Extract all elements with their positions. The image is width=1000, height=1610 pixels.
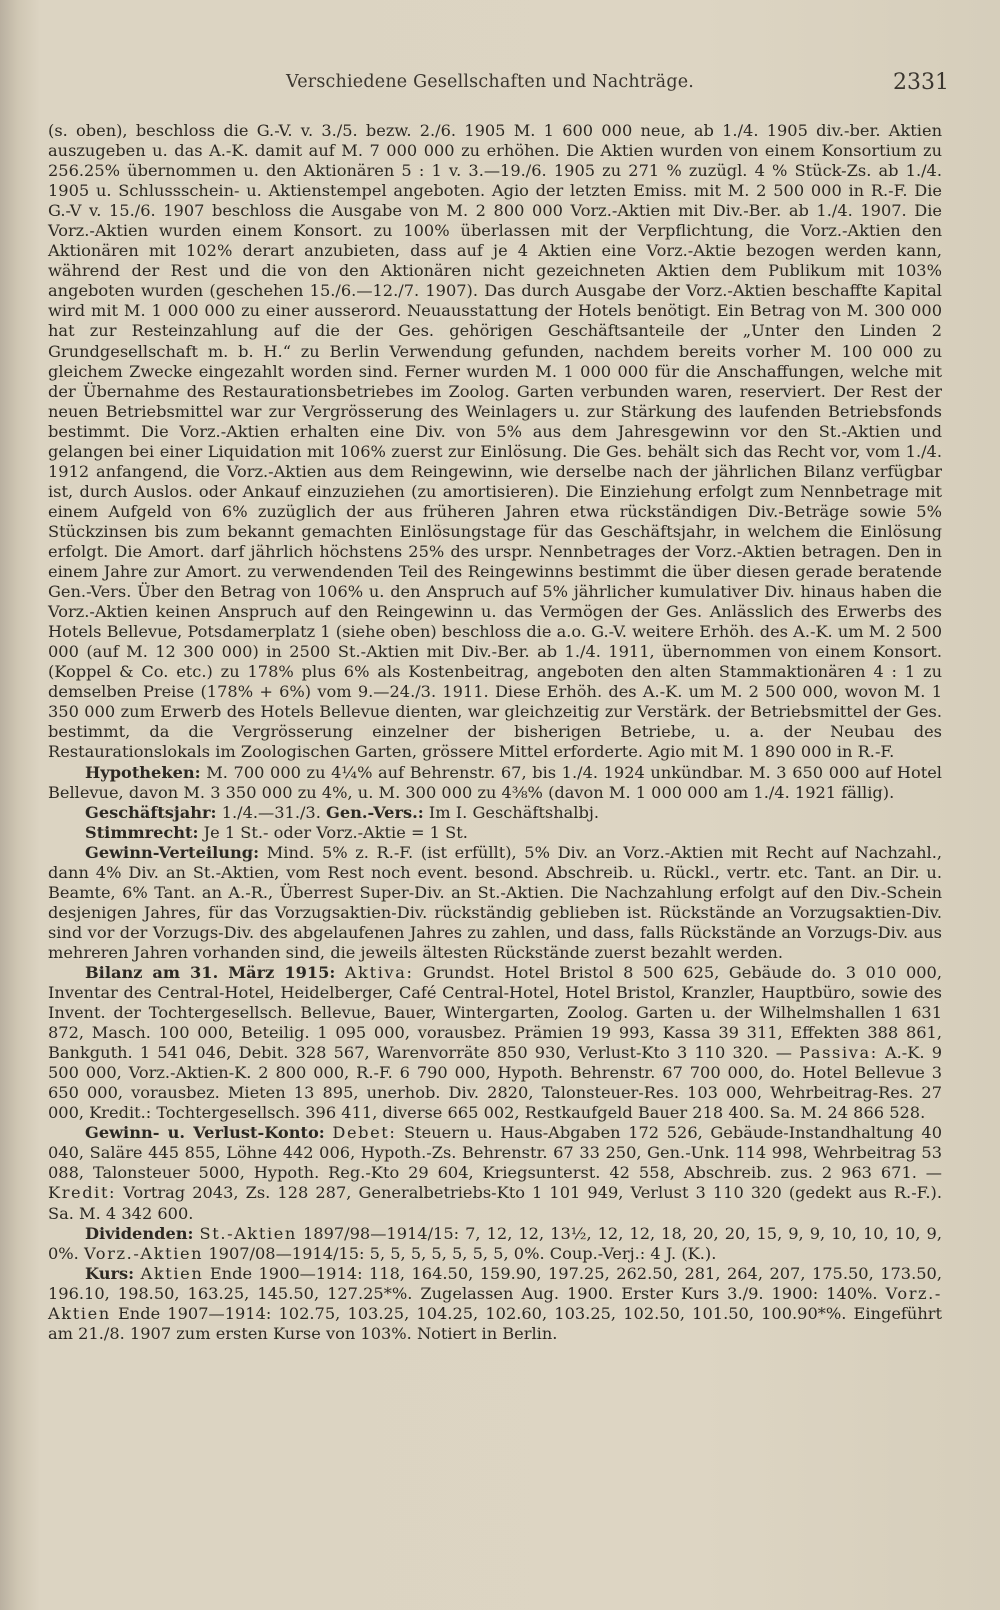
- gewinn-verlust-debet-label: Debet:: [332, 1123, 397, 1143]
- gewinn-verlust-debet-text: Steuern u. Haus-Abgaben 172 526, Gebäude-Instandhaltung 40 040, Saläre 445 855, Löhne 442 006, Hypoth.-Zs. Behrenstr. 67 33 250, Gen.-Unk. 114 998, Wehrbeitrag 53 088, Talonsteuer 5000, Hypoth. Reg.-Kto 29 604, Kriegsunterst. 42 558, Abschreib. zus. 2 963 671. —: [48, 1123, 942, 1183]
- stimmrecht-text: Je 1 St.- oder Vorz.-Aktie = 1 St.: [203, 822, 468, 842]
- gen-vers-text: Im I. Geschäftshalbj.: [428, 802, 600, 822]
- dividenden-st-label: St.-Aktien: [199, 1223, 297, 1243]
- bilanz-passiva-label: Passiva:: [799, 1043, 878, 1063]
- dividenden-vz-text: 1907/08—1914/15: 5, 5, 5, 5, 5, 5, 5, 0%. Coup.-Verj.: 4 J. (K.).: [208, 1243, 717, 1263]
- geschaeftsjahr-label: Geschäftsjahr:: [85, 802, 217, 822]
- page-header: [0, 68, 1000, 108]
- paragraph-gewinn-verlust: [48, 1123, 942, 1223]
- paragraph-kurs: [48, 1264, 942, 1344]
- kurs-aktien-text: Ende 1900—1914: 118, 164.50, 159.90, 197.25, 262.50, 281, 264, 207, 175.50, 173.50, 196.10, 198.50, 163.25, 145.50, 127.25*%. Zugelassen Aug. 1900. Erster Kurs 3./9. 1900: 140%.: [48, 1263, 942, 1303]
- kurs-vz-label: Vorz.-Aktien: [48, 1283, 942, 1323]
- paragraph-dividenden: [48, 1224, 942, 1264]
- hypotheken-text: M. 700 000 zu 4¼% auf Behrenstr. 67, bis 1./4. 1924 unkündbar. M. 3 650 000 auf Hotel Bellevue, davon M. 3 350 000 zu 4%, u. M. 300 000 zu 4⅜% (davon M. 1 000 000 am 1./4. 1921 fällig).: [48, 762, 942, 802]
- paragraph-capital-history: (s. oben), beschloss die G.-V. v. 3./5. bezw. 2./6. 1905 M. 1 600 000 neue, ab 1./4. 1905 div.-ber. Aktien auszugeben u. das A.-K. damit auf M. 7 000 000 zu erhöhen. Die Aktien wurden von einem Konsortium zu 256.25% übernommen u. den Aktionären 5 : 1 v. 3.—19./6. 1905 zu 271 % zuzügl. 4 % Stück-Zs. ab 1./4. 1905 u. Schlussschein- u. Aktienstempel angeboten. Agio der letzten Emiss. mit M. 2 500 000 in R.-F. Die G.-V v. 15./6. 1907 beschloss die Ausgabe von M. 2 800 000 Vorz.-Aktien mit Div.-Ber. ab 1./4. 1907. Die Vorz.-Aktien wurden einem Konsort. zu 100% überlassen mit der Verpflichtung, die Vorz.-Aktien den Aktionären mit 102% derart anzubieten, dass auf je 4 Aktien eine Vorz.-Aktie bezogen werden kann, während der Rest und die von den Aktionären nicht gezeichneten Aktien dem Publikum mit 103% angeboten wurden (geschehen 15./6.—12./7. 1907). Das durch Ausgabe der Vorz.-Aktien beschaffte Kapital wird mit M. 1 000 000 zu einer ausserord. Neuausstattung der Hotels benötigt. Ein Betrag von M. 300 000 hat zur Resteinzahlung auf die der Ges. gehörigen Geschäftsanteile der „Unter den Linden 2 Grundgesellschaft m. b. H.“ zu Berlin Verwendung gefunden, nachdem bereits vorher M. 100 000 zu gleichem Zwecke eingezahlt worden sind. Ferner wurden M. 1 000 000 für die Anschaffungen, welche mit der Übernahme des Restaurationsbetriebes im Zoolog. Garten verbunden waren, reserviert. Der Rest der neuen Betriebsmittel war zur Vergrösserung des Weinlagers u. zur Stärkung des laufenden Betriebsfonds bestimmt. Die Vorz.-Aktien erhalten eine Div. von 5% aus dem Jahresgewinn vor den St.-Aktien und gelangen bei einer Liquidation mit 106% zuerst zur Einlösung. Die Ges. behält sich das Recht vor, vom 1./4. 1912 anfangend, die Vorz.-Aktien aus dem Reingewinn, wie derselbe nach der jährlichen Bilanz verfügbar ist, durch Auslos. oder Ankauf einzuziehen (zu amortisieren). Die Einziehung erfolgt zum Nennbetrage mit einem Aufgeld von 6% zuzüglich der aus früheren Jahren etwa rückständigen Div.-Beträge sowie 5% Stückzinsen bis zum bekannt gemachten Einlösungstage für das Geschäftsjahr, in welchem die Einlösung erfolgt. Die Amort. darf jährlich höchstens 25% des urspr. Nennbetrages der Vorz.-Aktien betragen. Den in einem Jahre zur Amort. zu verwendenden Teil des Reingewinns bestimmt die über diesen gerade beratende Gen.-Vers. Über den Betrag von 106% u. den Anspruch auf 5% jährlicher kumulativer Div. hinaus haben die Vorz.-Aktien keinen Anspruch auf den Reingewinn u. das Vermögen der Ges. Anlässlich des Erwerbs des Hotels Bellevue, Potsdamerplatz 1 (siehe oben) beschloss die a.o. G.-V. weitere Erhöh. des A.-K. um M. 2 500 000 (auf M. 12 300 000) in 2500 St.-Aktien mit Div.-Ber. ab 1./4. 1911, übernommen von einem Konsort. (Koppel & Co. etc.) zu 178% plus 6% als Kostenbeitrag, angeboten den alten Stammaktionären 4 : 1 zu demselben Preise (178% + 6%) vom 9.—24./3. 1911. Diese Erhöh. des A.-K. um M. 2 500 000, wovon M. 1 350 000 zum Erwerb des Hotels Bellevue dienten, war gleichzeitig zur Verstärk. der Betriebsmittel der Ges. bestimmt, da die Vergrösserung einzelner der bisherigen Betriebe, u. a. der Neubau des Restaurationslokals im Zoologischen Garten, grössere Mittel erforderte. Agio mit M. 1 890 000 in R.-F.: [48, 121, 942, 762]
- hypotheken-label: Hypotheken:: [85, 762, 201, 782]
- bilanz-aktiva-label: Aktiva:: [344, 962, 414, 982]
- bilanz-passiva-text: A.-K. 9 500 000, Vorz.-Aktien-K. 2 800 000, R.-F. 6 790 000, Hypoth. Behrenstr. 67 700 000, do. Hotel Bellevue 3 650 000, vorausbez. Mieten 13 895, unerhob. Div. 2820, Talonsteuer-Res. 103 000, Wehrbeitrag-Res. 27 000, Kredit.: Tochtergesellsch. 396 411, diverse 665 002, Restkaufgeld Bauer 218 400. Sa. M. 24 866 528.: [48, 1043, 942, 1123]
- paragraph-bilanz: [48, 963, 942, 1123]
- kurs-aktien-label: Aktien: [140, 1263, 204, 1283]
- gen-vers-label: Gen.-Vers.:: [326, 802, 424, 822]
- gewinn-verlust-kredit-label: Kredit:: [48, 1183, 117, 1203]
- dividenden-label: Dividenden:: [85, 1223, 194, 1243]
- paragraph-stimmrecht: [48, 823, 942, 843]
- kurs-vz-text: Ende 1907—1914: 102.75, 103.25, 104.25, 102.60, 103.25, 102.50, 101.50, 100.90*%. Eingeführt am 21./8. 1907 zum ersten Kurse von 103%. Notiert in Berlin.: [48, 1303, 942, 1343]
- stimmrecht-label: Stimmrecht:: [85, 822, 199, 842]
- gewinn-verteilung-text: Mind. 5% z. R.-F. (ist erfüllt), 5% Div. an Vorz.-Aktien mit Recht auf Nachzahl., dann 4% Div. an St.-Aktien, vom Rest noch event. besond. Abschreib. u. Rückl., vertr. etc. Tant. an Dir. u. Beamte, 6% Tant. an A.-R., Überrest Super-Div. an St.-Aktien. Die Nachzahlung erfolgt auf den Div.-Schein desjenigen Jahres, für das Vorzugsaktien-Div. rückständig geblieben ist. Rückstände an Vorzugsaktien-Div. sind vor der Vorzugs-Div. des abgelaufenen Jahres zu zahlen, und dass, falls Rückstände an Vorzugs-Div. aus mehreren Jahren vorhanden sind, die jeweils ältesten Rückstände zuerst bezahlt werden.: [48, 842, 942, 962]
- bilanz-aktiva-text: Grundst. Hotel Bristol 8 500 625, Gebäude do. 3 010 000, Inventar des Central-Hotel, Heidelberger, Café Central-Hotel, Hotel Bristol, Kranzler, Hauptbüro, sowie des Invent. der Tochtergesellsch. Bellevue, Bauer, Wintergarten, Zoolog. Garten u. der Wilhelmshallen 1 631 872, Masch. 100 000, Beteilig. 1 095 000, vorausbez. Prämien 19 993, Kassa 39 311, Effekten 388 861, Bankguth. 1 541 046, Debit. 328 567, Warenvorräte 850 930, Verlust-Kto 3 110 320. —: [48, 962, 942, 1063]
- dividenden-vz-label: Vorz.-Aktien: [83, 1243, 204, 1263]
- paragraph-geschaeftsjahr: [48, 803, 942, 823]
- running-title: Verschiedene Gesellschaften und Nachträge.: [286, 72, 695, 92]
- body-text: [48, 121, 942, 1344]
- paragraph-hypotheken: [48, 763, 942, 803]
- gewinn-verlust-label: Gewinn- u. Verlust-Konto:: [85, 1123, 325, 1143]
- dividenden-st-text: 1897/98—1914/15: 7, 12, 12, 13½, 12, 12, 18, 20, 20, 15, 9, 9, 10, 10, 10, 9, 0%.: [48, 1223, 942, 1263]
- gewinn-verlust-kredit-text: Vortrag 2043, Zs. 128 287, Generalbetriebs-Kto 1 101 949, Verlust 3 110 320 (gedekt aus R.-F.). Sa. M. 4 342 600.: [48, 1183, 942, 1223]
- kurs-label: Kurs:: [85, 1263, 135, 1283]
- gewinn-verteilung-label: Gewinn-Verteilung:: [85, 842, 260, 862]
- paragraph-gewinn-verteilung: [48, 843, 942, 963]
- page-number: 2331: [893, 70, 949, 95]
- geschaeftsjahr-text: 1./4.—31./3.: [221, 802, 321, 822]
- bilanz-label: Bilanz am 31. März 1915:: [85, 962, 336, 982]
